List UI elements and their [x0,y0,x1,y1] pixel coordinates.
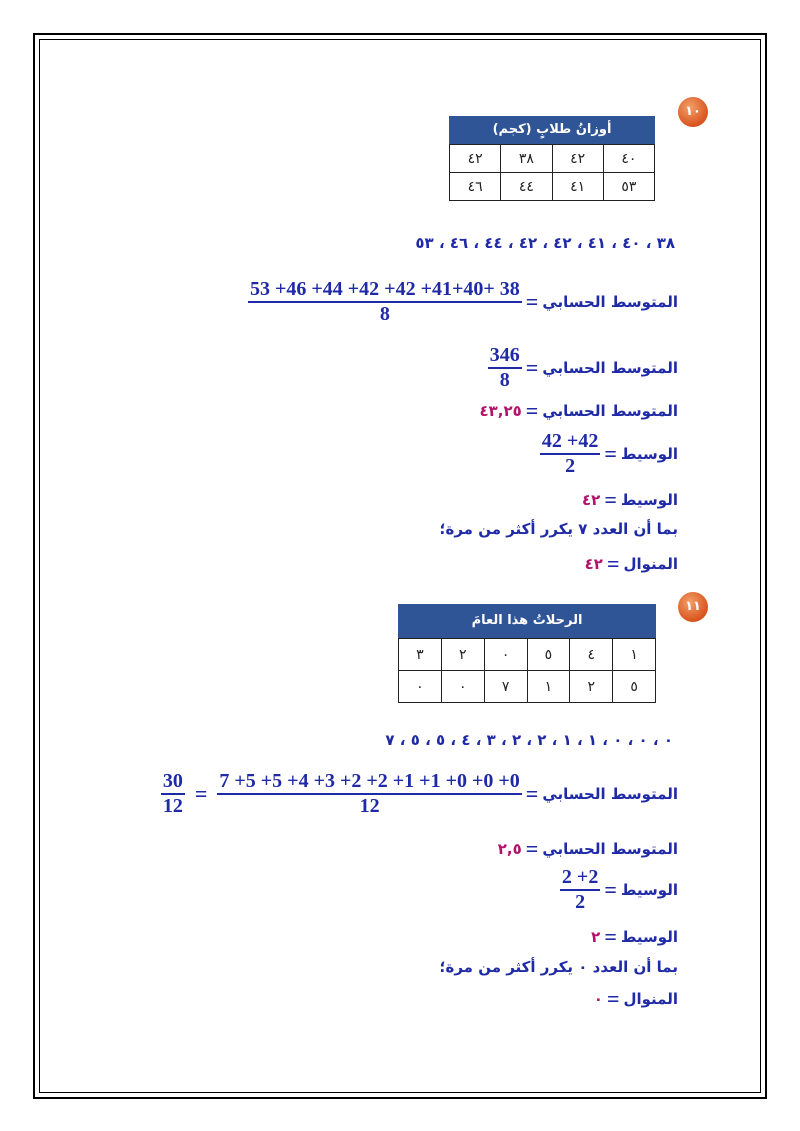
ex10-mean-result: ٤٣,٢٥ = المتوسط الحسابي [479,398,678,423]
ex10-median-result: ٤٢ = الوسيط [582,487,678,512]
ex11-median-expression: $\frac{2 +2}{2}$ = الوسيط [561,866,678,913]
table-cell: ٢ [570,671,613,703]
ex10-median-fraction: $\frac{42 +42}{2}$ [541,430,599,477]
table-cell: ٤٦ [450,173,501,201]
table-cell: ٢ [441,639,484,671]
ex10-sorted-data: ٣٨ ، ٤٠ ، ٤١ ، ٤٢ ، ٤٢ ، ٤٤ ، ٤٦ ، ٥٣ [415,234,675,252]
table-cell: ٤ [570,639,613,671]
ex11-mode-note: بما أن العدد ٠ يكرر أكثر من مرة؛ [439,958,678,976]
weights-table-title: أوزانُ طلابٍ (كجم) [449,116,655,144]
table-cell: ٧ [484,671,527,703]
ex11-median-result: ٢ = الوسيط [591,924,678,949]
ex10-mean-expression: $\frac{53 +46 +44 +42 +42 +41+40+ 38}{8}$ = المتوسط الحسابي [249,278,678,325]
exercise-11-badge: ١١ [678,592,708,622]
table-cell: ٥ [613,671,656,703]
table-cell: ٥٣ [603,173,654,201]
table-cell: ٣٨ [501,145,552,173]
trips-table-title: الرحلاتُ هذا العامَ [398,604,656,638]
ex11-sorted-data: ٠ ، ٠ ، ٠ ، ١ ، ١ ، ٢ ، ٢ ، ٣ ، ٤ ، ٥ ، ٥ ، ٧ [385,731,673,749]
table-cell: ٠ [484,639,527,671]
table-cell: ٠ [441,671,484,703]
table-cell: ٥ [527,639,570,671]
ex10-mean-sum: $\frac{346}{8}$ = المتوسط الحسابي [489,344,678,391]
ex11-mean-fraction: $\frac{7 +5 +5 +4 +3 +2 +2 +1 +1 +0 +0 +0}{12}$ [219,770,520,817]
table-cell: ٤٢ [552,145,603,173]
table-cell: ٣ [399,639,442,671]
ex10-median-expression: $\frac{42 +42}{2}$ = الوسيط [541,430,678,477]
ex10-mean-sum-fraction: $\frac{346}{8}$ [489,344,520,391]
ex10-mode-result: ٤٢ = المنوال [584,551,678,576]
ex11-mode-result: ٠ = المنوال [593,986,678,1011]
table-cell: ٤٠ [603,145,654,173]
table-cell: ١ [527,671,570,703]
ex11-mean-result: ٢,٥ = المتوسط الحسابي [497,836,678,861]
trips-table [398,604,656,703]
weights-table [449,116,655,201]
ex11-median-fraction: $\frac{2 +2}{2}$ [561,866,599,913]
table-cell: ٤٤ [501,173,552,201]
table-cell: ٤٢ [450,145,501,173]
ex10-mode-note: بما أن العدد ٧ يكرر أكثر من مرة؛ [439,520,678,538]
table-cell: ٤١ [552,173,603,201]
table-cell: ٠ [399,671,442,703]
ex10-mean-fraction: $\frac{53 +46 +44 +42 +42 +41+40+ 38}{8}$ [249,278,520,325]
ex11-mean-expression: $\frac{30}{12}$ = $\frac{7 +5 +5 +4 +3 +2 +2 +1 +1 +0 +0 +0}{12}$ = المتوسط الحسابي [162,770,678,817]
exercise-10-badge: ١٠ [678,97,708,127]
table-cell: ١ [613,639,656,671]
ex11-mean-simplified-fraction: $\frac{30}{12}$ [162,770,183,817]
